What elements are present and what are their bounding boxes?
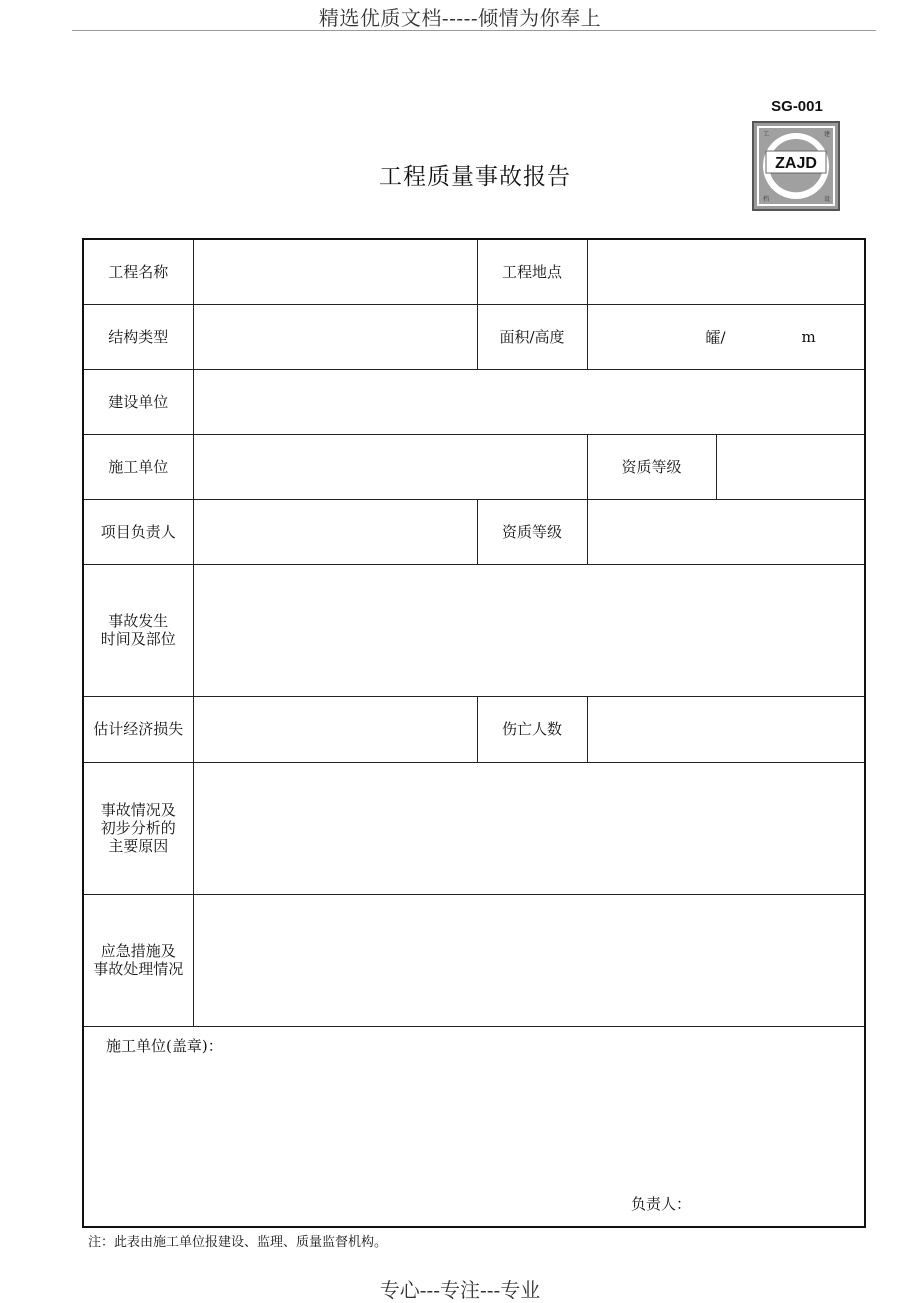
logo-corner-1: 工 xyxy=(763,131,770,138)
economic-loss-label: 估计经济损失 xyxy=(83,696,193,762)
footnote: 注：此表由施工单位报建设、监理、质量监督机构。 xyxy=(88,1235,388,1250)
owner-unit-label: 建设单位 xyxy=(83,369,193,434)
emergency-label-line2: 事故处理情况 xyxy=(93,960,184,978)
contractor-qualification-field[interactable] xyxy=(716,434,865,499)
project-name-field[interactable] xyxy=(193,239,477,304)
manager-qualification-label: 资质等级 xyxy=(477,499,587,564)
logo-text: ZAJD xyxy=(775,155,817,172)
emergency-field[interactable] xyxy=(193,894,865,1026)
structure-type-field[interactable] xyxy=(193,304,477,369)
row-emergency xyxy=(83,894,865,1026)
situation-label-line1: 事故情况及 xyxy=(100,801,176,819)
row-accident-time xyxy=(83,564,865,696)
page-header: 精选优质文档-----倾情为你奉上 xyxy=(318,6,602,30)
page-footer: 专心---专注---专业 xyxy=(379,1278,541,1302)
project-manager-field[interactable] xyxy=(193,499,477,564)
row-project xyxy=(83,239,865,304)
logo-corner-3: 档 xyxy=(763,196,770,203)
accident-time-label-line2: 时间及部位 xyxy=(100,630,176,648)
emergency-label xyxy=(83,894,193,1026)
casualties-field[interactable] xyxy=(587,696,865,762)
row-owner xyxy=(83,369,865,434)
logo-corner-2: 建 xyxy=(824,131,831,138)
zajd-logo xyxy=(752,121,840,211)
row-contractor xyxy=(83,434,865,499)
project-location-label: 工程地点 xyxy=(477,239,587,304)
form-code: SG-001 xyxy=(771,98,823,115)
owner-unit-field[interactable] xyxy=(193,369,865,434)
contractor-seal-label: 施工单位(盖章)： xyxy=(106,1036,223,1055)
contractor-qualification-label: 资质等级 xyxy=(587,434,716,499)
casualties-label: 伤亡人数 xyxy=(477,696,587,762)
project-location-field[interactable] xyxy=(587,239,865,304)
accident-time-label xyxy=(83,564,193,696)
row-structure xyxy=(83,304,865,369)
header-divider xyxy=(72,30,876,31)
situation-field[interactable] xyxy=(193,762,865,894)
area-unit: 皬/ xyxy=(705,328,726,346)
accident-time-label-line1: 事故发生 xyxy=(108,612,169,630)
contractor-label: 施工单位 xyxy=(83,434,193,499)
logo-corner-4: 设 xyxy=(824,196,831,203)
row-manager xyxy=(83,499,865,564)
situation-label xyxy=(83,762,193,894)
area-height-label: 面积/高度 xyxy=(477,304,587,369)
manager-qualification-field[interactable] xyxy=(587,499,865,564)
structure-type-label: 结构类型 xyxy=(83,304,193,369)
signature-area[interactable] xyxy=(83,1026,865,1227)
document-title: 工程质量事故报告 xyxy=(379,164,571,190)
situation-label-line2: 初步分析的 xyxy=(100,819,176,837)
zajd-logo-icon xyxy=(752,121,840,211)
emergency-label-line1: 应急措施及 xyxy=(100,942,176,960)
economic-loss-field[interactable] xyxy=(193,696,477,762)
area-height-field[interactable] xyxy=(587,304,865,369)
accident-report-table xyxy=(82,238,866,1228)
row-loss xyxy=(83,696,865,762)
row-signature xyxy=(83,1026,865,1227)
accident-time-field[interactable] xyxy=(193,564,865,696)
project-name-label: 工程名称 xyxy=(83,239,193,304)
height-unit: m xyxy=(801,327,816,346)
project-manager-label: 项目负责人 xyxy=(83,499,193,564)
situation-label-line3: 主要原因 xyxy=(108,837,169,855)
contractor-field[interactable] xyxy=(193,434,587,499)
responsible-person-label: 负责人： xyxy=(631,1195,692,1213)
row-situation xyxy=(83,762,865,894)
